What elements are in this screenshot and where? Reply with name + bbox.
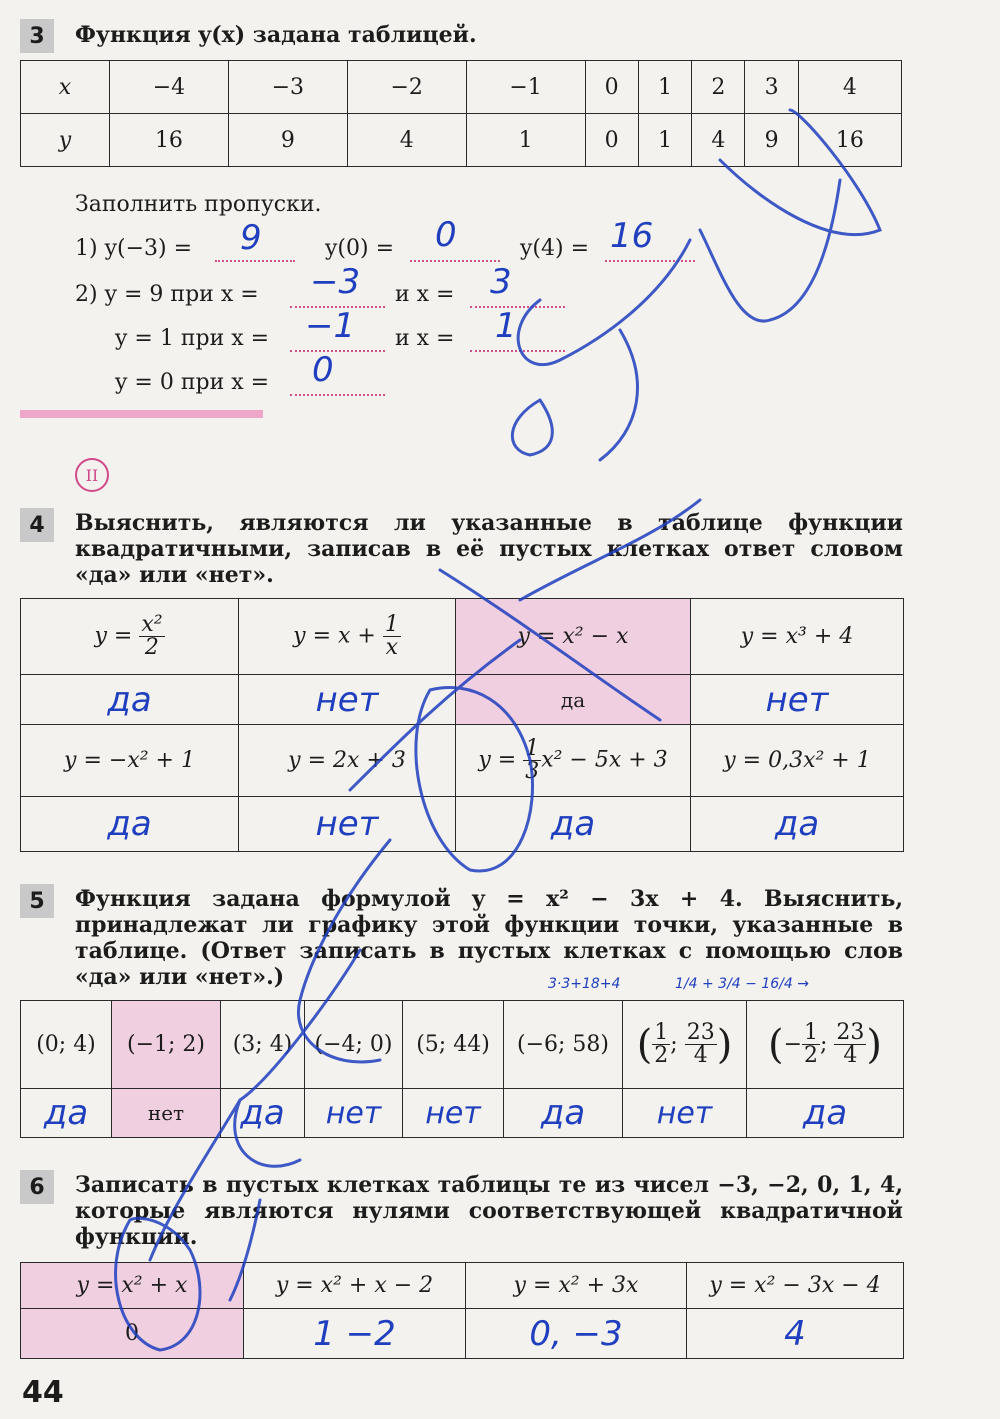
answer-cell[interactable]: [21, 797, 239, 852]
y-cell: 4: [692, 114, 745, 167]
line4-label: y = 0 при x =: [115, 370, 270, 395]
y-cell: 1: [638, 114, 691, 167]
answer-cell[interactable]: [21, 675, 239, 725]
answer-cell-printed: нет: [112, 1089, 221, 1138]
line1-a-label: 1) y(−3) =: [75, 236, 193, 261]
task5-number: 5: [20, 884, 54, 918]
answer-cell[interactable]: [244, 1309, 466, 1359]
y-cell: 1: [466, 114, 585, 167]
answer-cell[interactable]: [691, 675, 904, 725]
task3-table: [20, 60, 902, 167]
task3-number: 3: [20, 19, 54, 53]
answer-cell[interactable]: [691, 797, 904, 852]
x-cell: −2: [347, 61, 466, 114]
line2-and: и x =: [395, 282, 455, 307]
task5-text: Функция задана формулой y = x² − 3x + 4. Выяснить, принадлежат ли графику этой функции точки, указанные в таблице. (Ответ записать в пустых клетках с помощью слов «да» или «нет».): [75, 886, 903, 990]
formula-cell: y = x² + 3x: [466, 1263, 687, 1309]
answer-cell[interactable]: [747, 1089, 904, 1138]
task6-text: Записать в пустых клетках таблицы те из чисел −3, −2, 0, 1, 4, которые являются нулями соответствующей квадратичной функции.: [75, 1172, 903, 1250]
answer-handwritten: 1 −2: [313, 1313, 396, 1354]
formula-cell: y = 0,3x² + 1: [691, 725, 904, 797]
formula-cell: y = $\frac{\text{x²}}{2}$: [21, 599, 239, 675]
answer-handwritten: 0: [312, 350, 334, 390]
section-marker: II: [75, 458, 109, 492]
answer-cell[interactable]: [623, 1089, 747, 1138]
answer-handwritten: да: [107, 679, 152, 720]
point-cell: ( $\frac{1}{2}$ ; $\frac{23}{4}$ ): [623, 1001, 747, 1089]
answer-cell[interactable]: [239, 675, 456, 725]
answer-handwritten: 1: [495, 306, 517, 346]
margin-note: 1/4 + 3/4 − 16/4 →: [675, 976, 809, 992]
task4-number: 4: [20, 508, 54, 542]
task4-text: Выяснить, являются ли указанные в таблице функции квадратичными, записав в её пустых клетках ответ словом «да» или «нет».: [75, 510, 903, 588]
answer-cell[interactable]: [239, 797, 456, 852]
point-cell: (−4; 0): [305, 1001, 403, 1089]
formula-cell: y = 2x + 3: [239, 725, 456, 797]
answer-cell-printed: 0: [21, 1309, 244, 1359]
answer-cell[interactable]: [221, 1089, 305, 1138]
y-cell: 16: [110, 114, 229, 167]
task3-title: Функция y(x) задана таблицей.: [75, 22, 477, 48]
answer-handwritten: 4: [784, 1313, 806, 1354]
answer-cell[interactable]: [21, 1089, 112, 1138]
answer-cell[interactable]: [466, 1309, 687, 1359]
x-cell: −4: [110, 61, 229, 114]
formula-cell: y = x² + x: [21, 1263, 244, 1309]
formula-cell: y = x² + x − 2: [244, 1263, 466, 1309]
answer-cell[interactable]: [504, 1089, 623, 1138]
margin-note: 3·3+18+4: [548, 976, 621, 992]
page-number: 44: [22, 1375, 64, 1410]
answer-handwritten: нет: [325, 1095, 382, 1131]
answer-handwritten: да: [240, 1093, 285, 1133]
line2-label: 2) y = 9 при x =: [75, 282, 259, 307]
answer-handwritten: 0: [435, 215, 457, 255]
answer-handwritten: да: [774, 804, 820, 844]
formula-cell: y = x + $\frac{1}{x}$: [239, 599, 456, 675]
line3-and: и x =: [395, 326, 455, 351]
answer-handwritten: да: [802, 1093, 848, 1133]
blank[interactable]: [290, 372, 385, 396]
answer-cell[interactable]: [403, 1089, 504, 1138]
fill-prompt: Заполнить пропуски.: [75, 192, 322, 217]
formula-cell: y = x² − x: [456, 599, 691, 675]
answer-handwritten: нет: [425, 1095, 481, 1131]
task6-table: [20, 1262, 904, 1359]
answer-cell[interactable]: [687, 1309, 904, 1359]
y-cell: 0: [585, 114, 638, 167]
y-cell: 9: [745, 114, 798, 167]
y-label: y: [21, 114, 110, 167]
task4-table: [20, 598, 904, 852]
x-cell: −3: [228, 61, 347, 114]
y-cell: 9: [228, 114, 347, 167]
formula-cell: y = −x² + 1: [21, 725, 239, 797]
blank[interactable]: [470, 328, 565, 352]
point-cell: (−1; 2): [112, 1001, 221, 1089]
formula-cell: y = $\frac{1}{3}$ x² − 5x + 3: [456, 725, 691, 797]
line1-c-label: y(4) =: [520, 236, 590, 261]
task5-table: [20, 1000, 904, 1138]
answer-handwritten: нет: [315, 804, 379, 844]
point-cell: (− $\frac{1}{2}$ ; $\frac{23}{4}$ ): [747, 1001, 904, 1089]
line3-label: y = 1 при x =: [115, 326, 270, 351]
formula-cell: y = x² − 3x − 4: [687, 1263, 904, 1309]
answer-handwritten: да: [107, 804, 152, 844]
x-cell: 2: [692, 61, 745, 114]
answer-handwritten: нет: [765, 679, 829, 720]
answer-handwritten: нет: [656, 1095, 713, 1131]
answer-cell[interactable]: [305, 1089, 403, 1138]
answer-handwritten: да: [540, 1093, 586, 1133]
answer-cell-printed: да: [456, 675, 691, 725]
x-cell: −1: [466, 61, 585, 114]
line1-b-label: y(0) =: [325, 236, 395, 261]
answer-handwritten: −3: [310, 262, 361, 302]
x-cell: 1: [638, 61, 691, 114]
section-divider: [20, 410, 263, 418]
answer-handwritten: −1: [305, 306, 356, 346]
blank[interactable]: [470, 284, 565, 308]
y-cell: 4: [347, 114, 466, 167]
answer-handwritten: да: [43, 1093, 89, 1133]
x-label: x: [21, 61, 110, 114]
answer-handwritten: нет: [315, 679, 379, 720]
answer-handwritten: 0, −3: [529, 1313, 623, 1354]
answer-cell[interactable]: [456, 797, 691, 852]
x-cell: 4: [798, 61, 901, 114]
point-cell: (5; 44): [403, 1001, 504, 1089]
point-cell: (−6; 58): [504, 1001, 623, 1089]
x-cell: 3: [745, 61, 798, 114]
point-cell: (0; 4): [21, 1001, 112, 1089]
formula-cell: y = x³ + 4: [691, 599, 904, 675]
answer-handwritten: 3: [490, 262, 512, 302]
answer-handwritten: 16: [610, 216, 654, 256]
x-cell: 0: [585, 61, 638, 114]
answer-handwritten: 9: [240, 218, 262, 258]
y-cell: 16: [798, 114, 901, 167]
answer-handwritten: да: [550, 804, 596, 844]
task6-number: 6: [20, 1170, 54, 1204]
point-cell: (3; 4): [221, 1001, 305, 1089]
